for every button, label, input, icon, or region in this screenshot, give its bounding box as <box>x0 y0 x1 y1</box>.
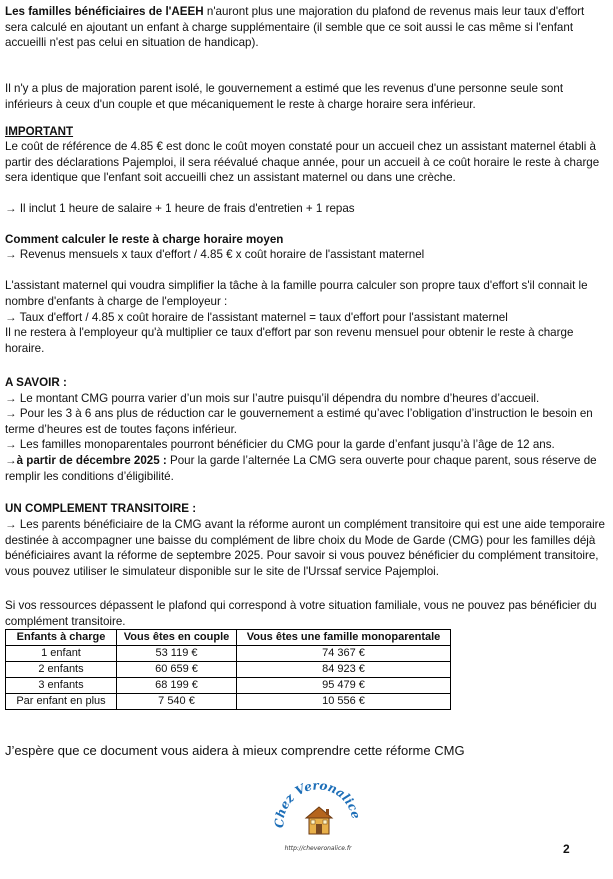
aeeh-paragraph <box>5 4 605 51</box>
closing-sentence: J’espère que ce document vous aidera à mieux comprendre cette réforme CMG <box>5 743 465 758</box>
table-cell: 1 enfant <box>6 646 117 662</box>
aeeh-text: n'auront plus une majoration du plafond de revenus mais leur taux d'effort sera calculé en ajoutant un enfant à charge supplémentaire (il semble que ce soit aussi le cas même si l'enfant accueilli n'est pas celui en situation de handicap). <box>5 5 585 50</box>
table-cell: 68 199 € <box>117 678 237 694</box>
assistant-formula: → Taux d'effort / 4.85 x coût horaire de l'assistant maternel = taux d'effort pour l'assistant maternel <box>5 311 508 324</box>
parent-isole-paragraph: Il n'y a plus de majoration parent isolé, le gouvernement a estimé que les revenus d'une personne seule sont inférieurs à ceux d'un couple et que mécaniquement le reste à charge horaire sera inférieur. <box>5 82 564 111</box>
plafond-table <box>5 629 451 710</box>
header-couple: Vous êtes en couple <box>117 630 237 646</box>
table-cell: 10 556 € <box>237 694 451 710</box>
table-row <box>6 694 451 710</box>
transitoire-text: → Les parents bénéficiaire de la CMG avant la réforme auront un complément transitoire qui est une aide temporaire destinée à accompagner une baisse du complément de libre choix du Mode de Garde (CMG) pour les familles déjà bénéficiaires avant la réforme de septembre 2025. Pour savoir si vous pouvez bénéficier du complément transitoire, vous pouvez utiliser le simulateur disponible sur le site de l'Urssaf service Pajemploi. <box>5 518 605 578</box>
assistant-note: Il ne restera à l'employeur qu'à multiplier ce taux d'effort par son revenu mensuel pour obtenir le reste à charge horaire. <box>5 326 574 355</box>
assistant-text: L'assistant maternel qui voudra simplifier la tâche à la famille pourra calculer son propre taux d'effort s'il connait le nombre d'enfants à charge de l'employeur : <box>5 279 588 308</box>
table-cell: 74 367 € <box>237 646 451 662</box>
table-cell: 95 479 € <box>237 678 451 694</box>
table-cell: 7 540 € <box>117 694 237 710</box>
table-cell: 60 659 € <box>117 662 237 678</box>
plafond-text: Si vos ressources dépassent le plafond qui correspond à votre situation familiale, vous ne pouvez pas bénéficier du complément transitoire. <box>5 599 597 628</box>
savoir-item-4-date: →à partir de décembre 2025 : <box>5 454 167 467</box>
transitoire-heading: UN COMPLEMENT TRANSITOIRE : <box>5 502 197 515</box>
table-cell: 53 119 € <box>117 646 237 662</box>
table-cell: 3 enfants <box>6 678 117 694</box>
savoir-item-4-text: Pour la garde l’alternée La CMG sera ouverte pour chaque parent, sous réserve de remplir les conditions d’éligibilité. <box>5 454 597 483</box>
table-row <box>6 662 451 678</box>
calc-heading: Comment calculer le reste à charge horaire moyen <box>5 233 284 246</box>
aeeh-lead: Les familles bénéficiaires de l'AEEH <box>5 5 204 18</box>
savoir-item-4 <box>5 453 605 484</box>
page-number: 2 <box>563 842 570 856</box>
includes-line: → Il inclut 1 heure de salaire + 1 heure de frais d'entretien + 1 repas <box>5 202 355 215</box>
savoir-item-2: → Pour les 3 à 6 ans plus de réduction car le gouvernement a estimé qu’avec l’obligation d’instruction le besoin en terme d’heures est de toutes façons inférieur. <box>5 407 593 436</box>
logo-url: http://cheveronalice.fr <box>284 845 352 852</box>
header-enfants: Enfants à charge <box>6 630 117 646</box>
table-row <box>6 678 451 694</box>
savoir-item-3: → Les familles monoparentales pourront bénéficier du CMG pour la garde d’enfant jusqu’à l’âge de 12 ans. <box>5 438 555 451</box>
house-icon <box>306 807 332 834</box>
savoir-heading: A SAVOIR : <box>5 376 67 389</box>
important-text: Le coût de référence de 4.85 € est donc le coût moyen constaté pour un accueil chez un assistant maternel établi à partir des déclarations Pajemploi, il sera réévalué chaque année, pour un accueil à ce coût horaire le reste à charge sera identique que l'enfant soit accueilli chez un assistant maternel ou dans une crèche. <box>5 140 600 185</box>
table-cell: 84 923 € <box>237 662 451 678</box>
logo-graphic <box>270 778 366 856</box>
table-cell: 2 enfants <box>6 662 117 678</box>
savoir-item-1: → Le montant CMG pourra varier d’un mois sur l’autre puisqu’il dépendra du nombre d’heures d’accueil. <box>5 392 540 405</box>
table-row <box>6 646 451 662</box>
important-heading: IMPORTANT <box>5 125 74 138</box>
table-header-row <box>6 630 451 646</box>
logo-brand-text: Chez Veronalice <box>272 778 364 829</box>
table-cell: Par enfant en plus <box>6 694 117 710</box>
chez-veronalice-logo <box>270 778 366 856</box>
calc-formula: → Revenus mensuels x taux d'effort / 4.85 € x coût horaire de l'assistant maternel <box>5 248 425 261</box>
header-monoparentale: Vous êtes une famille monoparentale <box>237 630 451 646</box>
